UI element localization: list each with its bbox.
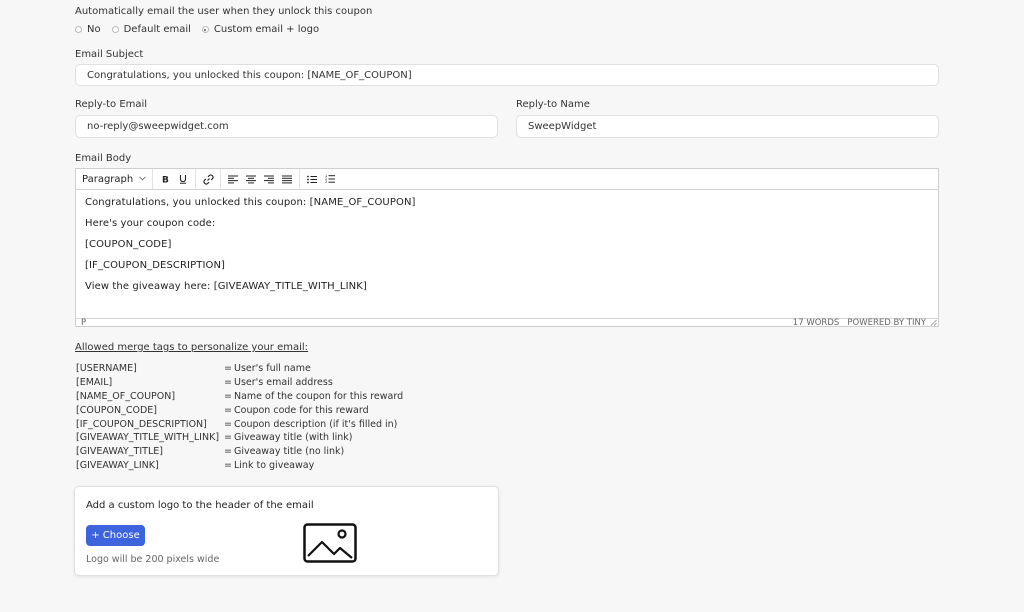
align-justify-icon[interactable]: [278, 171, 296, 188]
align-right-icon[interactable]: [260, 171, 278, 188]
svg-text:3: 3: [325, 180, 328, 184]
merge-tag-equals: =: [224, 404, 232, 416]
body-paragraph: View the giveaway here: [GIVEAWAY_TITLE_WITH_LINK]: [85, 281, 367, 292]
toolbar-link-group: [196, 169, 221, 189]
merge-tag-row: [76, 417, 403, 431]
merge-tag-row: [76, 362, 403, 376]
svg-text:2: 2: [325, 177, 328, 181]
merge-tag-row: [76, 459, 403, 473]
auto-email-radio-group: [75, 24, 330, 35]
choose-logo-button[interactable]: + Choose: [86, 525, 145, 546]
merge-tag-name: [GIVEAWAY_TITLE_WITH_LINK]: [76, 432, 220, 444]
merge-tag-name: [COUPON_CODE]: [76, 404, 157, 416]
radio-default-email[interactable]: [112, 24, 191, 35]
radio-default-email-circle[interactable]: [112, 26, 119, 33]
merge-tag-row: [76, 403, 403, 417]
align-center-icon[interactable]: [242, 171, 260, 188]
logo-width-hint: Logo will be 200 pixels wide: [86, 554, 220, 565]
merge-tag-name: [GIVEAWAY_LINK]: [76, 459, 159, 471]
align-left-icon[interactable]: [224, 171, 242, 188]
merge-tag-description: User's email address: [234, 377, 333, 389]
merge-tags-heading: Allowed merge tags to personalize your email:: [75, 342, 309, 353]
reply-to-email-value: no-reply@sweepwidget.com: [87, 121, 229, 132]
element-path[interactable]: P: [81, 318, 87, 328]
merge-tag-name: [GIVEAWAY_TITLE]: [76, 446, 163, 458]
bullet-list-icon[interactable]: [303, 171, 321, 188]
status-right: [793, 318, 926, 328]
link-icon[interactable]: [199, 171, 217, 188]
merge-tag-row: [76, 390, 403, 404]
svg-text:1: 1: [325, 174, 328, 178]
merge-tag-description: Coupon code for this reward: [234, 404, 369, 416]
merge-tag-description: Coupon description (if it's filled in): [234, 418, 398, 430]
merge-tag-equals: =: [224, 446, 232, 458]
email-body-label: Email Body: [75, 153, 132, 164]
merge-tag-name: [EMAIL]: [76, 377, 113, 389]
powered-by-tiny[interactable]: POWERED BY TINY: [847, 318, 926, 328]
custom-logo-title: Add a custom logo to the header of the email: [86, 500, 314, 511]
radio-no-circle[interactable]: [75, 26, 82, 33]
merge-tag-row: [76, 445, 403, 459]
body-paragraph: [COUPON_CODE]: [85, 239, 172, 250]
merge-tags-table: [76, 362, 403, 472]
merge-tag-name: [USERNAME]: [76, 363, 137, 375]
editor-toolbar: [76, 169, 938, 190]
custom-logo-card: [74, 486, 499, 576]
bold-icon[interactable]: [156, 171, 174, 188]
merge-tag-name: [IF_COUPON_DESCRIPTION]: [76, 418, 207, 430]
radio-custom-email-logo-circle[interactable]: [202, 26, 209, 33]
editor-content[interactable]: [76, 190, 938, 318]
radio-custom-email-logo[interactable]: [202, 24, 319, 35]
merge-tag-equals: =: [224, 363, 232, 375]
merge-tag-equals: =: [224, 390, 232, 402]
merge-tag-equals: =: [224, 418, 232, 430]
format-select-value: Paragraph: [82, 173, 134, 185]
body-paragraph: Congratulations, you unlocked this coupon: [NAME_OF_COUPON]: [85, 197, 416, 208]
email-subject-input[interactable]: [75, 64, 939, 86]
reply-to-name-value: SweepWidget: [528, 121, 597, 132]
merge-tag-row: [76, 431, 403, 445]
merge-tag-description: Giveaway title (with link): [234, 432, 353, 444]
merge-tag-description: Name of the coupon for this reward: [234, 390, 404, 402]
reply-to-name-label: Reply-to Name: [516, 99, 590, 110]
reply-to-email-label: Reply-to Email: [75, 99, 148, 110]
email-body-editor: [75, 168, 939, 327]
email-subject-label: Email Subject: [75, 49, 144, 60]
editor-statusbar: [76, 318, 938, 327]
resize-handle-icon[interactable]: [930, 319, 937, 329]
radio-custom-email-logo-label: Custom email + logo: [213, 24, 320, 35]
body-paragraph: [IF_COUPON_DESCRIPTION]: [85, 260, 226, 271]
radio-default-email-label: Default email: [123, 24, 191, 35]
email-subject-value: Congratulations, you unlocked this coupon: [NAME_OF_COUPON]: [87, 69, 412, 81]
reply-to-email-input[interactable]: [75, 115, 498, 138]
merge-tag-row: [76, 376, 403, 390]
toolbar-style-group: [153, 169, 196, 189]
format-select[interactable]: [79, 174, 149, 185]
word-count[interactable]: 17 WORDS: [792, 318, 840, 328]
merge-tag-description: User's full name: [234, 363, 311, 375]
auto-email-question: Automatically email the user when they unlock this coupon: [75, 6, 373, 17]
reply-to-name-input[interactable]: [516, 115, 939, 138]
merge-tag-name: [NAME_OF_COUPON]: [76, 390, 176, 402]
chevron-down-icon: [139, 175, 146, 183]
body-paragraph: Here's your coupon code:: [85, 218, 216, 229]
toolbar-list-group: [300, 169, 342, 189]
underline-icon[interactable]: [174, 171, 192, 188]
merge-tag-description: Giveaway title (no link): [234, 446, 345, 458]
image-placeholder-icon: [303, 523, 357, 566]
merge-tag-description: Link to giveaway: [234, 459, 315, 471]
toolbar-format-group: [76, 169, 153, 189]
radio-no-label: No: [87, 24, 101, 35]
svg-text:B: B: [162, 175, 169, 184]
numbered-list-icon[interactable]: [321, 171, 339, 188]
toolbar-align-group: [221, 169, 300, 189]
merge-tag-equals: =: [224, 459, 232, 471]
merge-tag-equals: =: [224, 377, 232, 389]
radio-no[interactable]: [75, 24, 101, 35]
merge-tag-equals: =: [224, 432, 232, 444]
